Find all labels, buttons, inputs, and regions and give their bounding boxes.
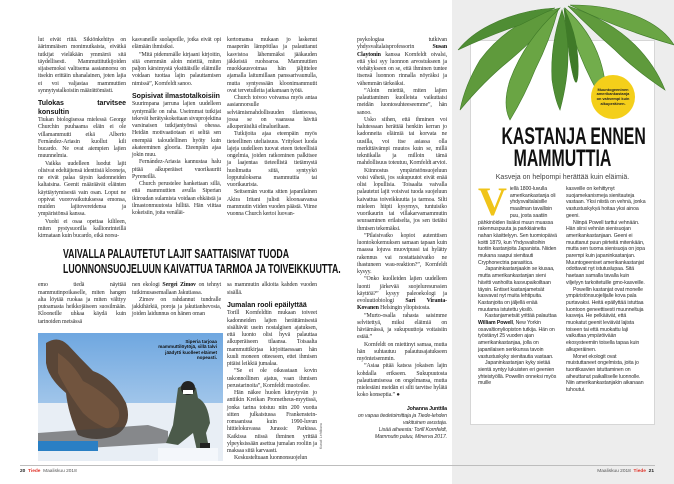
text-run: Kastanjametsät yrittää palauttaa — [485, 313, 557, 320]
paragraph — [357, 313, 447, 342]
issue-date: Maaliskuu 2018 — [43, 468, 77, 474]
text-run: iellä 1800-luvulla amerikankastanja oli yhdysvaltalaisille maailman tavallisin puu, josta saatiin pähkinöiden lisäksi muun muassa rakennuspuuta ja parkkiaineita nahan käsittelyyn. Sen tuomiopäivä koitti 1879, kun Yhdysvaltoihin tuotiin kastanjoita Japanista. Niiden mukana saapui sienitauti Cryphonectria parasitica. — [478, 186, 557, 266]
text-run: ”Murto-osalla rahasta saisimme selvitettyä, miksi eläimiä on häviämässä, ja sukupuuttoja voitaisiin estää.” — [357, 312, 447, 341]
text-run: Tutkijoita ajaa eteenpäin myös tieteellinen uteliaisuus. Yritykset luoda lajeja uudelleen tuovat eteen tieteellisiä ongelmia, joiden ratkominen palkitsee ja laajentaa tieteellistä tietämystä huolimatta siitä, syntyykö lopputuloksena mammuttia tai vuorikaurista. — [227, 131, 317, 188]
paragraph — [132, 181, 221, 217]
text-run: Fernández-Ariasia kannustaa halu pitää alkuperäiset vuorikauriit Pyreneillä. — [132, 159, 221, 180]
person-name: Susan Claytonin — [357, 44, 447, 58]
issue-date: Maaliskuu 2018 — [597, 468, 631, 474]
paragraph — [357, 117, 447, 168]
text-run: lut eivät riitä. Sikiönkehitys on äärimmäisen monimutkaista, eivätkä tutkijat vieläkään ymmärrä sitä täydellisesti. Mammuttitutkijoiden sijaisemoksi valitsema aasiannorsu on itsekin erittäin uhanalainen, joten lajia ei voi valjastaa mammuttien synnytystalkoisiin määrättömästi. — [38, 37, 126, 94]
photo-credit: Kuvat: Lehtikuva — [319, 422, 323, 449]
paragraph — [566, 354, 647, 394]
left-bottom-columns — [38, 282, 318, 462]
sidebar-title-line: KASTANJA ENNEN — [501, 123, 646, 150]
text-run: nen ekologi — [132, 282, 163, 289]
page-number: 20 — [20, 468, 26, 474]
text-run: Seitsemän vuotta sitten japanilainen Akira Iritani julisti kloonaavansa mammutin viiden vuoden päästä. Viime vuonna Church kertoi luovan- — [227, 189, 317, 217]
person-name: Sari Viranta-Kovanen — [357, 298, 447, 312]
right-footer — [597, 469, 654, 474]
section-heading: Tulokas tarvitsee konsultin — [38, 100, 126, 116]
left-col1-bottom — [38, 282, 126, 326]
paragraph — [227, 390, 317, 455]
left-footer — [20, 469, 77, 474]
drop-cap: V — [478, 179, 507, 224]
pull-quote-line: LUONNONSUOJELUUN KAIVATTUA TARMOA JA TOIVEIKKUUTTA. — [63, 262, 341, 277]
text-run: sa mammutin alkioita kahden vuoden sisällä. — [227, 282, 317, 296]
paragraph — [357, 233, 447, 277]
text-run: ”Mitä pidemmälle kirjaani kirjoitin, sitä enemmän aloin miettiä, miten paljon kärsimystä yksittäisille eläimille voidaan tuottaa lajin palauttamisen nimissä”, Kornfeldt sanoo. — [132, 51, 221, 87]
text-run: ”Aloin miettiä, miten lajien palauttaminen kuolleista vaikuttaisi meidän luontosuhteeseemme”, hän sanoo. — [357, 87, 447, 116]
paragraph — [478, 313, 559, 360]
right-col1 — [357, 37, 447, 441]
text-run: Helsingin yliopistosta. — [378, 305, 431, 312]
paragraph — [478, 360, 559, 387]
text-run: Vuohi ei osaa opettaa kilileen, miten pystysuorilla kallionrinteillä kirmataan kuin bucardo, eikä norsu- — [38, 218, 126, 239]
paragraph — [132, 52, 221, 88]
paragraph — [478, 266, 559, 313]
text-run: Kornfeldt on miettinyt samaa, mutta hän suhtautuu palautusajatukseen myönteisemmin. — [357, 341, 447, 362]
further-reading: Lisää aiheesta: Torill Kornfeldt, Mammutin paluu, Minerva 2017. — [374, 426, 447, 440]
paragraph — [566, 287, 647, 354]
paragraph — [38, 117, 126, 161]
sidebar-badge: Muuntogeeninen amerikankastanja on vahvempi kuin alkuperäinen. — [591, 75, 635, 119]
author-bio: on vapaa tiedetoimittaja ja Tiede-lehden vakituinen avustaja. — [357, 412, 447, 426]
paragraph — [357, 276, 447, 312]
paragraph — [227, 310, 317, 368]
text-run: ”Se ei ole oikeastaan kovin uskonnollinen ajatus, vaan ihmisen perustarinoita”, Kornfeldt muotoilee. — [227, 368, 317, 389]
text-run: Church perustelee hankettaan sillä, että mammuttien avulla Siperian ikiroudan sulamista voidaan ehkäistä ja ilmastonmuutosta hillitä. Hän viittaa kokeisiin, joita venäläi- — [132, 181, 221, 216]
page-number: 21 — [648, 468, 654, 474]
sidebar-subtitle: Kasveja on helpompi herättää kuin eläimiä. — [495, 174, 630, 181]
paragraph — [38, 282, 126, 326]
person-name: Sergei Zimov — [162, 282, 196, 289]
text-run: kanssa Kornfeldt oivalsi, että yksi syy luonnon arvostukseen ja viehätykseen on se, että ihminen tuntee itsensä luonnon rinnalla nöyräksi ja vähemmän tärkeäksi. — [357, 51, 447, 87]
text-run: Niinpä Powell tarttui vehnään. Hän siirsi vehnän sienisuojan amerikankastanjaan. Geeni ei muuttanut puun piirteitä mitenkään, mutta sen tuoma sienisuoja on jopa parempi kuin japaninkastanjan. Muuntogeeniset amerikankastanjat odottavat nyt istutuslupaa. Sitä haetaan samalla tavalla kuin viljelyyn tarkoitetuille gmo-kasveille. — [566, 219, 645, 286]
person-name: William Powell — [478, 320, 513, 327]
paragraph — [227, 37, 317, 95]
sidebar-col-b — [566, 186, 647, 394]
mammoth-photo — [38, 333, 223, 461]
sidebar-col-a — [478, 179, 559, 387]
sidebar-title — [470, 123, 655, 172]
text-run: kasvaneille suolapeille, jotka eivät opi elämään ihmisiksi. — [132, 37, 221, 51]
paragraph — [132, 37, 221, 52]
paragraph — [227, 189, 317, 218]
paragraph — [566, 186, 647, 220]
paragraph — [132, 297, 221, 319]
author-name: Johanna Junttila — [406, 405, 447, 412]
right-footer-rule — [337, 465, 655, 466]
paragraph — [227, 95, 317, 131]
text-run: on tehnyt tutkimusasemallaan Jakutiassa. — [132, 282, 221, 296]
left-col3-bottom — [227, 282, 317, 462]
magazine-name: Tiede — [633, 468, 646, 474]
text-run: Hän näkee huolen kiteytyvän jo antiikin Kreikan Prometheus-myytissä, jonka tarina toistuu niin 200 vuotta sitten julkaistussa Frankenstein-romaanissa kuin 1990-luvun hittielokuvassa Jurassic Parkissa. Kaikissa niissä ihminen yrittää ylpeyksissään asettua jumalan rooliin ja maksaa siitä karvaasti. — [227, 390, 317, 454]
text-run: Zimov on rahdannut tundralle jakkihärkiä, poroja ja jakutianhevosia, joiden laidunnus on hänen oman — [132, 296, 221, 318]
text-run: emo tiedä näyttää mammutinpoikaselle, miten hangen alta löytää ruokaa ja miten välttyy putoamasta heikkojäiseen suosilmään. Klooneille uhkaa käydä kuin tarinoiden metsässä — [38, 282, 126, 325]
paragraph — [227, 131, 317, 189]
left-footer-rule — [20, 465, 337, 466]
text-run: Usko siihen, että ihminen voi halutessaan herättää henkiin kerran jo kadonneita eläimiä tai korvata ne uusilla, voi itse asiassa olla merkittävämpi muutos kuin se, millä tekniikalla ja milloin tämä mahdollisuus toteutuu, Kornfeldt arvioi. — [357, 116, 447, 167]
text-run: Vaikka uudelleen luodut lajit olisivat edeltäjiensä identtisiä klooneja, ne eivät palaa täysin kadonneiden kaltaisina. Geenit määräävät eläinten käyttäytymisestä vain osan. Loput ne oppivat vuorovaikutuksessa emonsa, muiden lajitovereidensa ja ympäristönsä kanssa. — [38, 160, 126, 218]
text-run: ”Pilaisivatko kopiot autenttisen luontokokemuksen samaan tapaan kuin maassa lojuva muovipussi tai hylätty rakennus vai nostattaisivatko ne ihastuneen wau-reaktion?”, Kornfeldt kysyy. — [357, 232, 447, 275]
text-run: ”Onko kuolleiden lajien uudelleen luonti järkevää suojeluresurssien käyttöä?” kysyy paleoekologi ja evoluutiobiologi — [357, 276, 447, 304]
text-run: kertomansa mukaan jo laskenut maaperän lämpötilaa ja palauttanut kasvistoa lähemmäksi jääkauden jäkkeistä ruohoaroa. Mammuttien muokkausvoimaa hän jäljittelee ajamalla laitumillaan panssarivaunulla, mutta syntyessään kloonimammutit ovat tervetulleita jatkamaan työtä. — [227, 37, 317, 94]
paragraph — [38, 37, 126, 95]
paragraph — [227, 368, 317, 390]
chestnut-leaves-image — [440, 0, 674, 125]
left-top-columns — [38, 37, 318, 240]
paragraph — [566, 220, 647, 287]
paragraph — [132, 101, 221, 159]
text-run: Church toivoo voivansa myös antaa aasiannorsulle selviämismahdollisuuden tilanteessa, jossa se on vaarassa hävitä alkuperäisiltä elinalueiltaan. — [227, 95, 317, 130]
text-run: Powellin kastanjat ovat monelle ympäristönsuojelijalle kova pala purtavaksi. Heitä epäilyttää istuttaa luontoon geneettisesti muunneltuja kasveja. He pelkäävät, että muokatut geenit leviävät lajista toiseen tai että muokattu laji vaikuttaa ympäröivään ekosysteemiin toisella tapaa kuin alkuperäinen. — [566, 286, 644, 353]
right-col1-text — [357, 37, 447, 400]
paragraph — [357, 37, 447, 88]
paragraph — [38, 219, 126, 241]
paragraph — [132, 159, 221, 181]
left-col3-top — [227, 37, 317, 218]
section-heading: Sopisivat ilmastotalkoisiin — [132, 92, 220, 100]
left-col2-top — [132, 37, 221, 217]
left-col1-top — [38, 37, 126, 240]
paragraph — [132, 282, 221, 297]
text-run: Kiinnostus ympäristönsuojeluun voisi vähetä, jos sukupuutot eivät enää olisi lopullisia. Toisaalta vaivalla palautetut lajit voisivat tuoda suojeluun kaivattua toiveikkuutta ja tarmoa. Silti mieleen hiipii kysymys, tuntuisiko vuorikaurin tai villakarvamammutin seuraaminen erilaiselta, jos sen tietäisi ihmisen tekemäksi. — [357, 167, 447, 232]
photo-caption: Siperia tarjoaa mammuttilöytöjä, sillä talvi jäädytti kuolleet eläimet nopeasti. — [158, 338, 217, 361]
pull-quote-line: VAIVALLA PALAUTETUT LAJIT SAATTAISIVAT TUODA — [63, 247, 290, 262]
text-run: psykologiaa tutkivan yhdysvaltalaisprofessorin — [357, 37, 447, 51]
text-run: Japaninkastanjan kyky sietää sientä syntyy lukuisten eri geenien yhteistyöllä. Powellin onneksi myös muille — [478, 360, 557, 387]
text-run: Torill Kornfeldtin mukaan toiveet kadonneiden lajien herättämisestä sisältävät usein nostalgisen ajatuksen, että luonto olisi hyvä palauttaa alkuperäiseen tilaansa. Toisaalta mammuttikirjaa kirjoittaessaan hän kuuli moneen otteeseen, ettei ihmisen pitäisi leikkiä jumalaa. — [227, 310, 317, 367]
text-run: Japaninkastanjaakin se kiusaa, mutta amerikankastanjan sieni hävitti vanhoilta kasvupaikoiltaan täysin. Entiset kastanjametsät kasvavat nyt muita lehtipuita. Kastanjoita on jäljellä enää muutama istutettu yksilö. — [478, 266, 555, 313]
text-run: kasveille on kehittynyt suojamekanismeja sienitauteja vastaan. Yksi niistä on vehnä, jonka vastustuskykyä hoitaa yksi ainoa geeni. — [566, 186, 646, 219]
text-run: Monet ekologit ovat muistuttaneet ongelmista, joita jo tuontikasvien istuttaminen on aiheuttanut paikalliselle luonnolle. Niin amerikankastanjakin aikanaan tuhoutui. — [566, 353, 644, 394]
pull-quote — [18, 247, 341, 277]
paragraph — [357, 363, 447, 399]
text-run: Tiukan biologisessa mielessä George Churchin puuhaama eläin ei ole villamammutti eikä Alberto Fernández-Ariasin kuollut kili bucardo. Ne ovat aiempien lajien muunnelmia. — [38, 117, 126, 160]
section-heading: Jumalan rooli epäilyttää — [227, 301, 307, 309]
byline — [357, 406, 447, 441]
magazine-name: Tiede — [28, 468, 41, 474]
paragraph — [357, 342, 447, 364]
paragraph — [38, 161, 126, 219]
text-run: , New Yorkin osavaltionyliopiston tutkija. Hän on työstänyt 25 vuoden ajan amerikankastanjaa, jolla on japanilaisen serkkunsa tavoin vastustuskyky sienitautia vastaan. — [478, 320, 555, 360]
text-run: Keskusteltuaan luonnonsuojelun — [234, 455, 308, 462]
paragraph — [357, 88, 447, 117]
paragraph — [357, 168, 447, 233]
text-run: Suurimpana jarruna lajien uudelleen syntymälle on raha. Useimmat tutkijat tekevät herätyskokeitaan sivuprojektina varsinaisen tutkijantyönsä ohessa. Heidän motivaatiotaan ei selitä sen enempää taloudellinen hyöty kuin akateeminen glooria. Eteenpäin ajaa jokin muu. — [132, 101, 221, 158]
text-run: ”Asiaa pitää katsoa jokaisen lajin kohdalla erikseen. Sukupuutosta palauttamisessa on ongelmansa, mutta mielestäni meidän ei silti tarvitse hylätä koko konseptia.” ● — [357, 363, 447, 399]
paragraph — [227, 455, 317, 462]
sidebar-title-line: MAMMUTTIA — [513, 145, 612, 172]
left-col2-bottom — [132, 282, 221, 318]
paragraph — [227, 282, 317, 297]
